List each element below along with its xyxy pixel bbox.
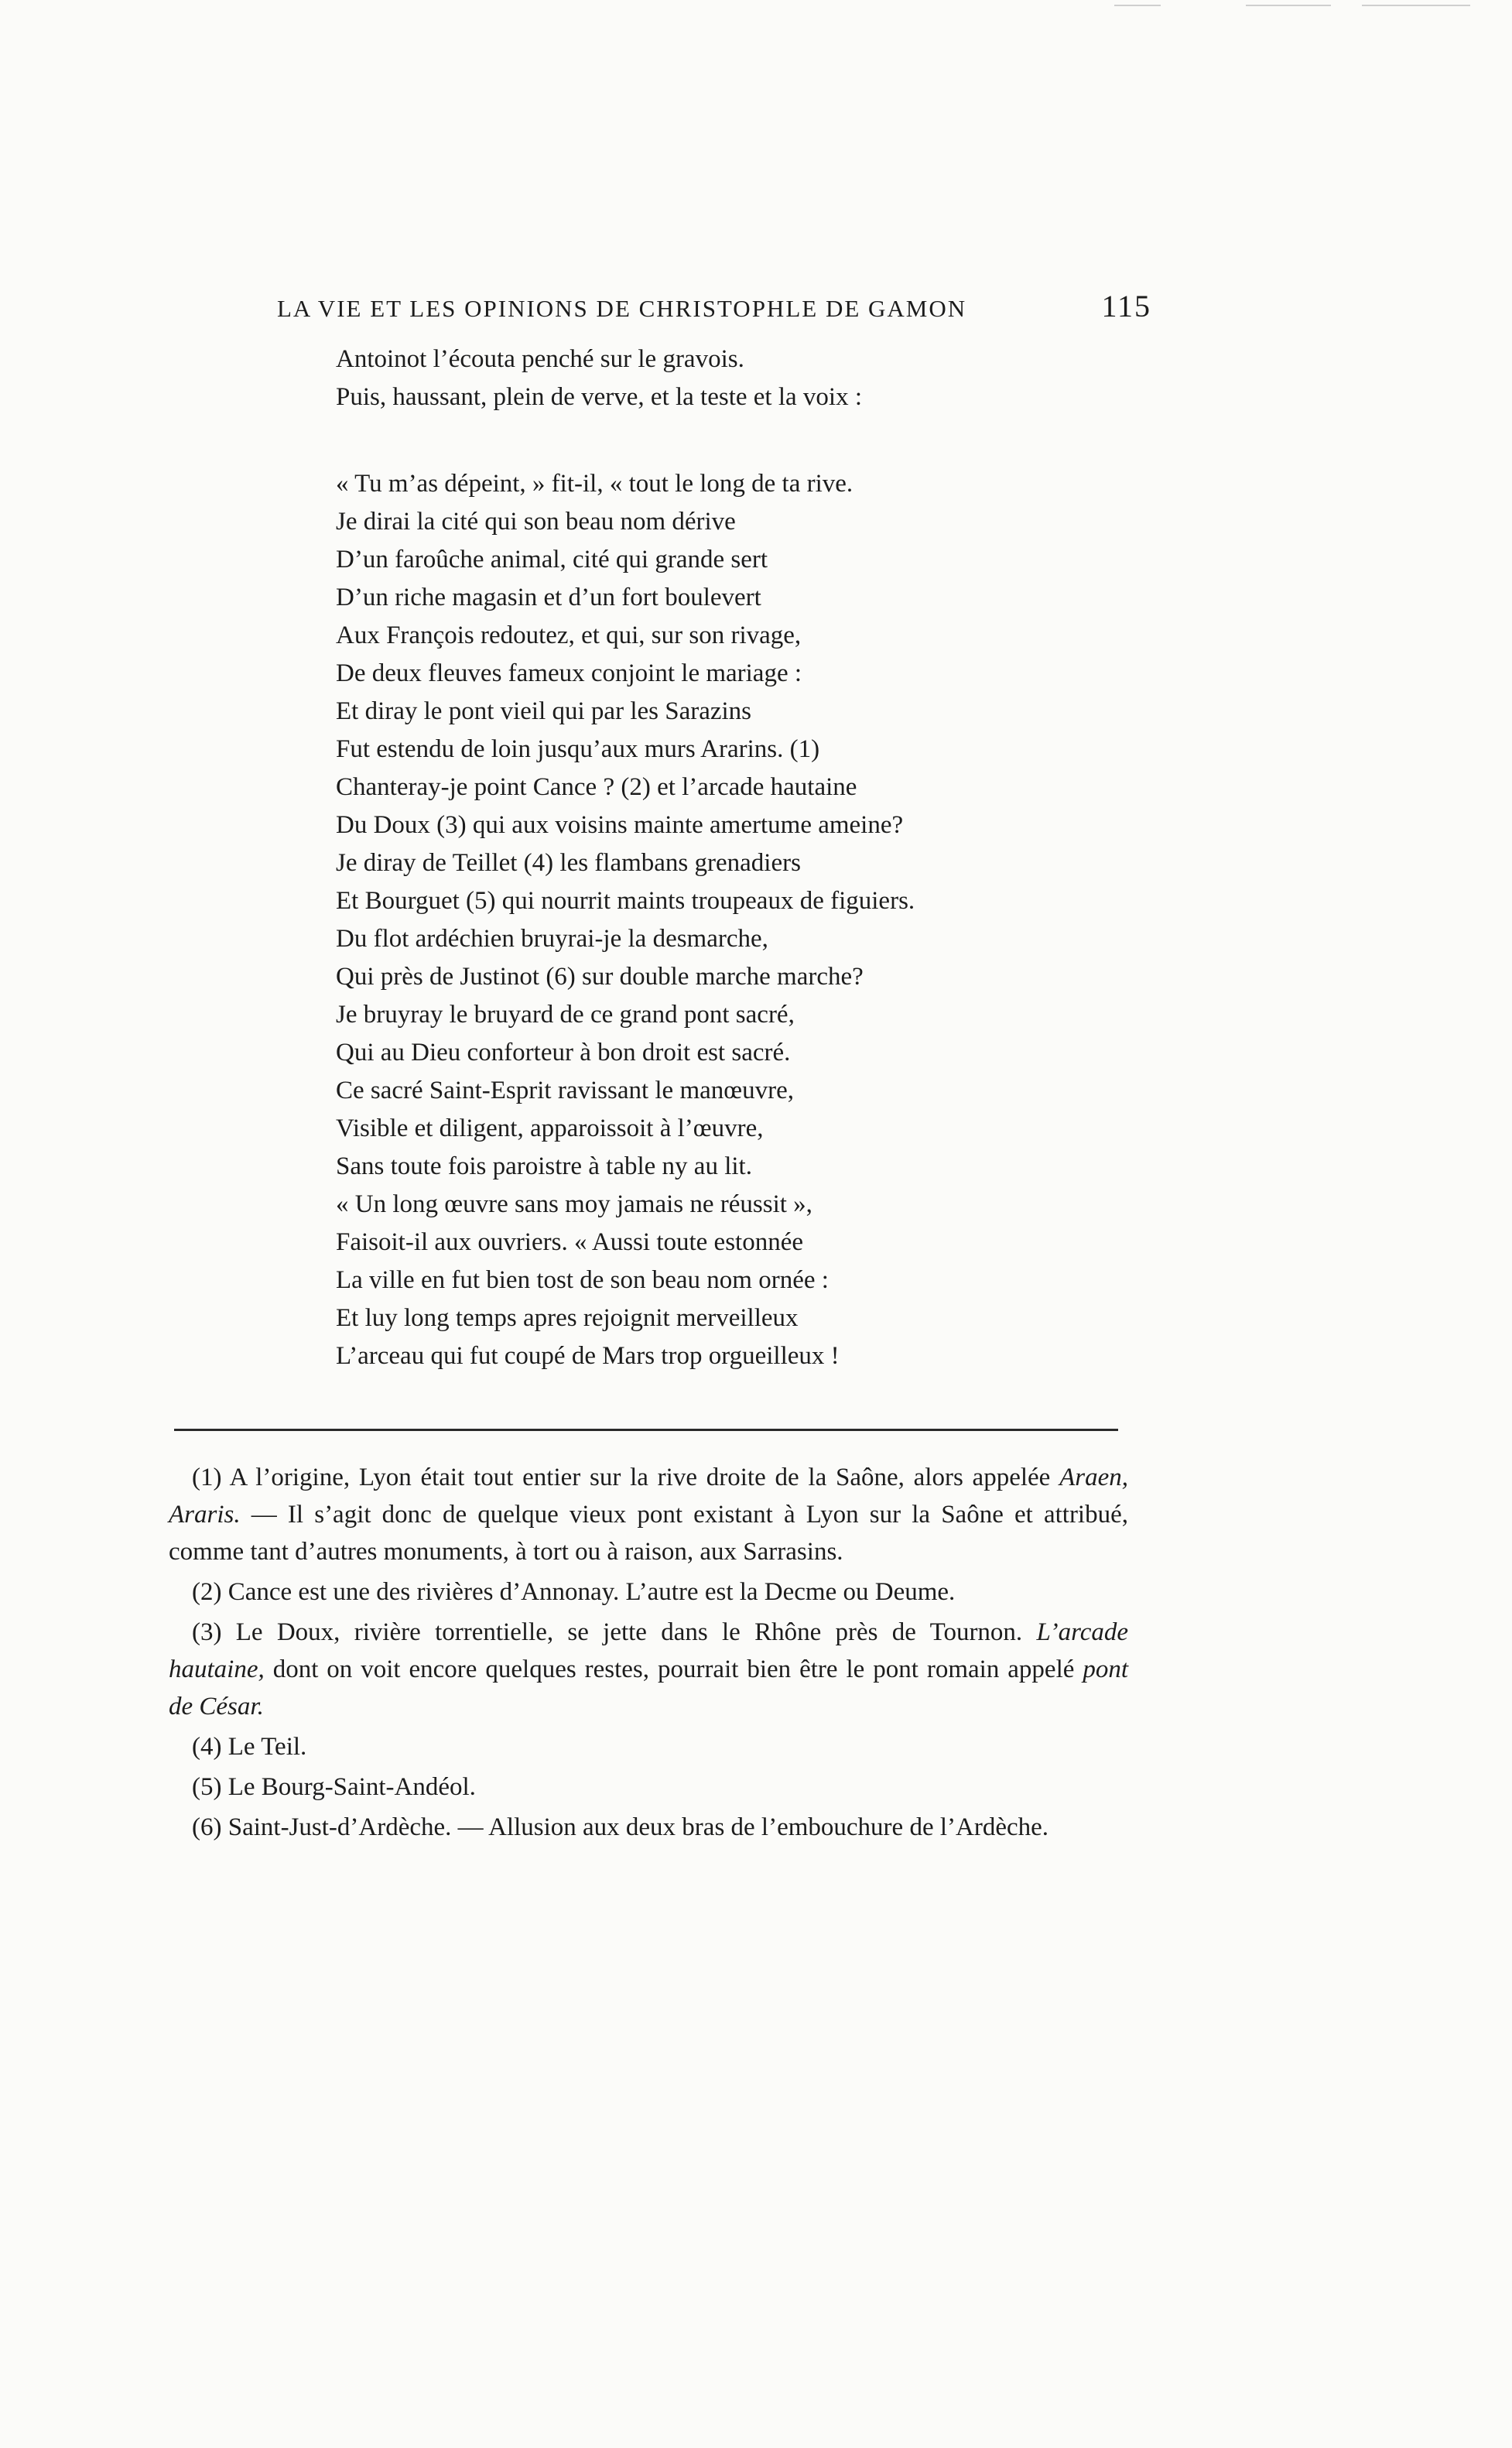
footnote-italic: L’arcade hautaine, bbox=[169, 1618, 1128, 1683]
scan-mark bbox=[1246, 5, 1331, 6]
verse-line: D’un faroûche animal, cité qui grande sert bbox=[336, 546, 768, 573]
scan-mark bbox=[1362, 5, 1470, 6]
verse-line: Qui près de Justinot (6) sur double marche marche? bbox=[336, 963, 864, 991]
verse-line: Ce sacré Saint-Esprit ravissant le manœuvre, bbox=[336, 1077, 794, 1104]
footnote-3 bbox=[169, 1614, 1128, 1725]
footnote-1 bbox=[169, 1459, 1128, 1570]
page-number: 115 bbox=[1101, 289, 1151, 324]
verse-line: D’un riche magasin et d’un fort boulevert bbox=[336, 584, 761, 611]
footnote-text: Cance est une des rivières d’Annonay. L’autre est la Decme ou Deume. bbox=[227, 1578, 956, 1606]
footnote-text: dont on voit encore quelques restes, pourrait bien être le pont romain appelé bbox=[272, 1655, 1075, 1683]
verse-line: Et Bourguet (5) qui nourrit maints troupeaux de figuiers. bbox=[336, 887, 915, 915]
footnote-italic: pont de César. bbox=[169, 1655, 1129, 1720]
verse-line: Je diray de Teillet (4) les flambans grenadiers bbox=[336, 849, 801, 877]
footnote-text: Le Teil. bbox=[227, 1733, 307, 1761]
footnote-text: — Il s’agit donc de quelque vieux pont existant à Lyon sur la Saône et attribué, comme tant d’autres monuments, à tort ou à raison, aux Sarrasins. bbox=[169, 1501, 1128, 1566]
verse-line: Aux François redoutez, et qui, sur son rivage, bbox=[336, 621, 802, 649]
footnote-6 bbox=[169, 1809, 1128, 1846]
verse-line: Chanteray-je point Cance ? (2) et l’arcade hautaine bbox=[336, 773, 857, 801]
footnote-text: A l’origine, Lyon était tout entier sur la rive droite de la Saône, alors appelée bbox=[229, 1464, 1051, 1491]
running-title: LA VIE ET LES OPINIONS DE CHRISTOPHLE DE GAMON bbox=[277, 295, 967, 322]
verse-line: Du flot ardéchien bruyrai-je la desmarche, bbox=[336, 925, 768, 953]
verse-line: Et luy long temps apres rejoignit merveilleux bbox=[336, 1304, 799, 1332]
footnote-italic: Araen, Araris. bbox=[169, 1464, 1128, 1529]
verse-line: Visible et diligent, apparoissoit à l’œuvre, bbox=[336, 1114, 764, 1142]
verse-line: La ville en fut bien tost de son beau nom ornée : bbox=[336, 1266, 829, 1294]
footnote-text: Le Doux, rivière torrentielle, se jette dans le Rhône près de Tournon. bbox=[235, 1618, 1023, 1646]
verse-line: « Tu m’as dépeint, » fit-il, « tout le long de ta rive. bbox=[336, 470, 853, 498]
footnote-number: (5) bbox=[192, 1773, 222, 1801]
verse-poem bbox=[336, 465, 1125, 1375]
verse-line: Qui au Dieu conforteur à bon droit est sacré. bbox=[336, 1039, 791, 1067]
footnote-number: (3) bbox=[192, 1618, 222, 1646]
verse-intro bbox=[336, 341, 1125, 416]
footnote-text: Saint-Just-d’Ardèche. — Allusion aux deux bras de l’embouchure de l’Ardèche. bbox=[227, 1813, 1049, 1841]
verse-line: Je bruyray le bruyard de ce grand pont sacré, bbox=[336, 1001, 795, 1029]
verse-line: Fut estendu de loin jusqu’aux murs Ararins. (1) bbox=[336, 735, 820, 763]
page-header bbox=[277, 288, 1151, 324]
verse-line: Sans toute fois paroistre à table ny au lit. bbox=[336, 1152, 752, 1180]
verse-line: Antoinot l’écouta penché sur le gravois. bbox=[336, 345, 744, 373]
footnote-number: (2) bbox=[192, 1578, 222, 1606]
verse-line: Faisoit-il aux ouvriers. « Aussi toute estonnée bbox=[336, 1228, 804, 1256]
footnote-number: (6) bbox=[192, 1813, 222, 1841]
verse-line: Puis, haussant, plein de verve, et la teste et la voix : bbox=[336, 383, 862, 411]
footnote-number: (1) bbox=[192, 1464, 222, 1491]
footnote-5 bbox=[169, 1768, 1128, 1806]
verse-line: L’arceau qui fut coupé de Mars trop orgueilleux ! bbox=[336, 1342, 840, 1370]
verse-line: Et diray le pont vieil qui par les Sarazins bbox=[336, 697, 752, 725]
footnotes bbox=[169, 1459, 1128, 1849]
footnote-divider bbox=[174, 1429, 1118, 1431]
footnote-text: Le Bourg-Saint-Andéol. bbox=[227, 1773, 476, 1801]
verse-line: « Un long œuvre sans moy jamais ne réussit », bbox=[336, 1190, 812, 1218]
footnote-number: (4) bbox=[192, 1733, 222, 1761]
footnote-2 bbox=[169, 1573, 1128, 1611]
verse-line: Je dirai la cité qui son beau nom dérive bbox=[336, 508, 736, 536]
verse-line: Du Doux (3) qui aux voisins mainte amertume ameine? bbox=[336, 811, 904, 839]
scan-mark bbox=[1114, 5, 1161, 6]
verse-line: De deux fleuves fameux conjoint le mariage : bbox=[336, 659, 802, 687]
footnote-4 bbox=[169, 1728, 1128, 1765]
